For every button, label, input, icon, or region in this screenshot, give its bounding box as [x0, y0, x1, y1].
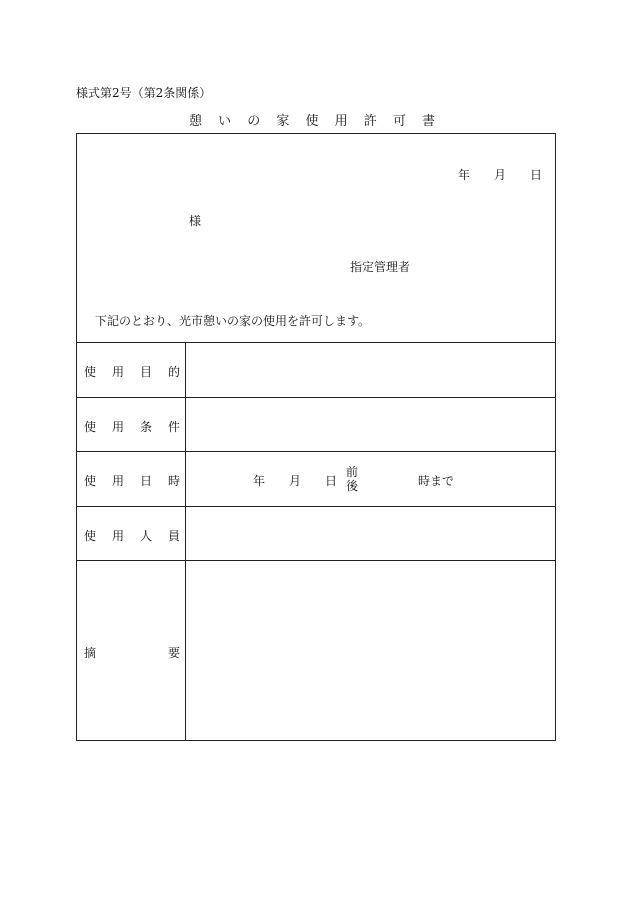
attendees-field[interactable]	[187, 508, 553, 559]
usage-month-label: 月	[289, 474, 302, 488]
pm-label: 後	[346, 479, 359, 493]
row-divider	[77, 506, 555, 507]
issue-year-label: 年	[458, 168, 471, 182]
am-label: 前	[346, 465, 359, 479]
usage-day-label: 日	[325, 474, 338, 488]
until-hour-label: 時まで	[418, 474, 455, 488]
row-divider	[77, 397, 555, 398]
form-number: 様式第2号（第2条関係）	[76, 86, 212, 100]
addressee-suffix: 様	[189, 214, 202, 228]
usage-year-label: 年	[253, 474, 266, 488]
permit-form-frame	[76, 133, 556, 741]
row-label-attendees: 使 用 人 員	[84, 529, 180, 543]
am-pm-selector[interactable]	[346, 465, 358, 493]
issuer-label: 指定管理者	[350, 260, 411, 274]
row-label-datetime: 使 用 日 時	[84, 474, 180, 488]
row-label-purpose: 使 用 目 的	[84, 365, 180, 379]
purpose-field[interactable]	[187, 344, 553, 396]
row-divider	[77, 451, 555, 452]
label-column-divider	[185, 343, 186, 740]
remarks-field[interactable]	[187, 562, 553, 738]
issue-day-label: 日	[530, 168, 543, 182]
row-label-remarks: 摘 要	[84, 646, 180, 660]
document-title: 憩 い の 家 使 用 許 可 書	[188, 114, 442, 129]
permit-statement: 下記のとおり、光市憩いの家の使用を許可します。	[95, 314, 371, 328]
conditions-field[interactable]	[187, 399, 553, 450]
row-label-conditions: 使 用 条 件	[84, 420, 180, 434]
issue-month-label: 月	[494, 168, 507, 182]
table-top-rule	[77, 342, 555, 343]
row-divider	[77, 560, 555, 561]
